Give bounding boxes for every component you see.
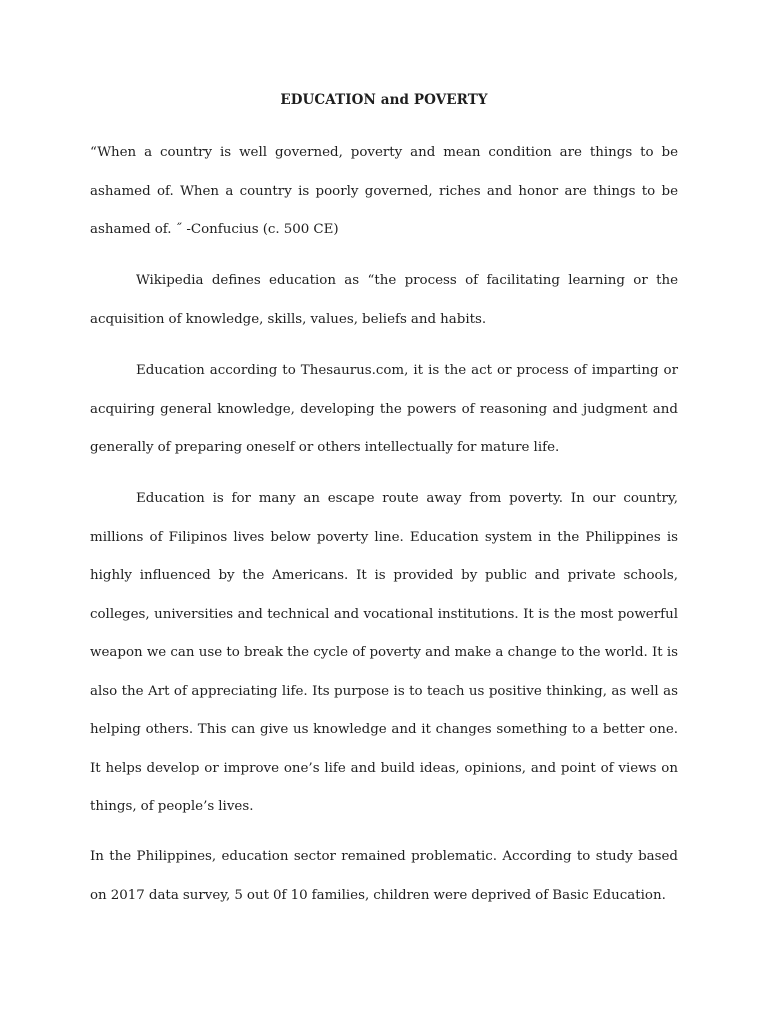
philippines-education-paragraph: In the Philippines, education sector remained problematic. According to study based on 2017 data survey, 5 out 0f 10 families, children were deprived of Basic Education. xyxy=(90,849,678,903)
escape-route-paragraph: Education is for many an escape route away from poverty. In our country, millions of Filipinos lives below poverty line. Education system in the Philippines is highly influenced by the Americans. It is provided by public and private schools, colleges, universities and technical and vocational institutions. It is the most powerful weapon we can use to break the cycle of poverty and make a change to the world. It is also the Art of appreciating life. Its purpose is to teach us positive thinking, as well as helping others. This can give us knowledge and it changes something to a better one. It helps develop or improve one’s life and build ideas, opinions, and point of views on things, of people’s lives. xyxy=(90,491,678,814)
thesaurus-definition-paragraph: Education according to Thesaurus.com, it is the act or process of imparting or acquiring general knowledge, developing the powers of reasoning and judgment and generally of preparing oneself or others intellectually for mature life. xyxy=(90,363,678,455)
quote-paragraph: “When a country is well governed, poverty and mean condition are things to be ashamed of. When a country is poorly governed, riches and honor are things to be ashamed of. ˝ -Confucius (c. 500 CE) xyxy=(90,145,678,237)
document-title: EDUCATION and POVERTY xyxy=(280,92,488,108)
wikipedia-definition-paragraph: Wikipedia defines education as “the process of facilitating learning or the acquisition of knowledge, skills, values, beliefs and habits. xyxy=(90,273,678,327)
